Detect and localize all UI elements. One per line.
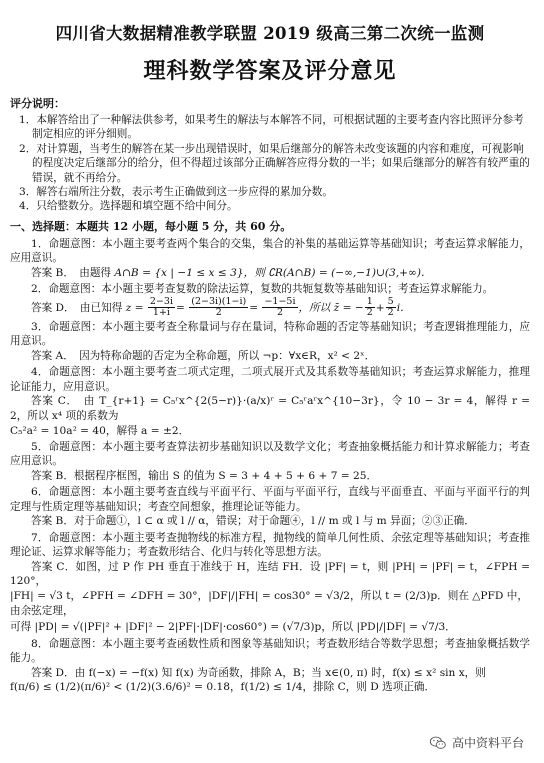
q1-intent: 1．命题意图：本小题主要考查两个集合的交集，集合的补集的基础运算等基础知识；考查运算求解能力，应用意识。 [10,237,530,265]
q8-answer-line-1: 答案 D．由 f(−x) = −f(x) 知 f(x) 为奇函数，排除 A，B；当 x∈(0, π) 时，f(x) ≤ x² sin x，则 [31,666,486,679]
q3-answer: 答案 A． 因为特称命题的否定为全称命题，所以 ¬p：∀x∈R，x² < 2ˣ． [31,350,376,363]
q7-answer-line-2: |FH| = √3 t，∠PFH = ∠DFH = 30°，|DF|/|FH| = cos30° = √3/2，所以 t = (2/3)p．则在 △PFD 中，由余弦定理， [10,589,528,618]
q3-intent: 3．命题意图：本小题主要考查全称量词与存在量词，特称命题的否定等基础知识；考查逻辑推理能力，应用意识。 [10,320,530,348]
q2-frac-3: $\frac{-1-5i}{2}$ [264,295,296,319]
q7-answer-line-1: 答案 C．如图，过 P 作 PH 垂直于准线于 H，连结 FH．设 |PF| = t，则 |PH| = |PF| = t，∠FPH = 120°， [10,560,530,588]
wechat-icon [429,736,447,750]
q6-answer: 答案 B．对于命题①，l ⊂ α 或 l // α，错误；对于命题④，l // m 或 l 与 m 异面；②③正确． [31,515,475,528]
section-heading: 一、选择题：本题共 12 小题，每小题 5 分，共 60 分。 [10,219,292,233]
q2-frac-2: $\frac{(2-3i)(1-i)}{2}$ [191,295,247,319]
q2-frac-1: $\frac{2-3i}{1+i}$ [149,295,173,319]
scoring-note-4: 4．只给整数分。选择题和填空题不给中间分。 [19,200,238,213]
q6-intent: 6．命题意图：本小题主要考查直线与平面平行、平面与平面平行，直线与平面垂直、平面与平面平行的判定理与性质定理等基础知识；考查空间想象，推理论证等能力。 [10,486,530,513]
q5-intent: 5．命题意图：本小题主要考查算法初步基础知识以及数学文化；考查抽象概括能力和计算求解能力；考查应用意识。 [10,440,530,468]
q1-answer-prefix: 答案 B． 由题得 [31,267,115,280]
document-subtitle: 理科数学答案及评分意见 [143,58,397,84]
scoring-note-3: 3．解答右端所注分数，表示考生正确做到这一步应得的累加分数。 [19,186,333,199]
q2-frac-4: $\frac{1}{2}$ [366,295,373,319]
q2-answer-prefix: 答案 D． 由已知得 [31,301,126,314]
watermark [425,732,528,753]
watermark-text: 高中资料平台 [451,736,524,750]
document-title: 四川省大数据精准教学联盟 2019 级高三第二次统一监测 [55,24,485,43]
q5-answer: 答案 B．根据程序框图，输出 S 的值为 S = 3 + 4 + 5 + 6 + 7 = 25． [31,469,378,482]
scoring-note-2: 2．对计算题，当考生的解答在某一步出现错误时，如果后继部分的解答未改变该题的内容和难度，可视影响的程度决定后继部分的给分，但不得超过该部分正确解答应得分数的一半；如果后继部分的解答有较严重的错误，就不再给分。 [19,142,530,184]
q2-answer-mid: ，所以 z̄ = − [298,301,364,314]
q8-intent: 8．命题意图：本小题主要考查函数性质和图象等基础知识；考查数形结合等数学思想；考查抽象概括数学能力。 [10,637,530,665]
q2-intent: 2．命题意图：本小题主要考查复数的除法运算，复数的共轭复数等基础知识；考查运算求解能力。 [31,283,494,296]
q7-intent: 7．命题意图：本小题主要考查抛物线的标准方程，抛物线的简单几何性质、余弦定理等基础知识；考查推理论证、运算求解等能力；考查数形结合、化归与转化等思想方法。 [10,531,530,559]
q1-answer [10,266,530,281]
q2-answer: 答案 D． 由已知得 z = $\frac{2-3i}{1+i}$ = $\frac{(2-3i)(1-i)}{2}$ = $\frac{-1-5i}{2}$ ，所以 z̄ = − $\frac{1}{2}$ + $\frac{5}{2}$ i． [31,295,411,319]
q4-intent: 4．命题意图：本小题主要考查二项式定理，二项式展开式及其系数等基础知识；考查运算求解能力，推理论证能力，应用意识。 [10,366,530,393]
q8-answer-line-2: f(π/6) ≤ (1/2)(π/6)² < (1/2)(3.6/6)² = 0.18，f(1/2) ≤ 1/4，排除 C，则 D 选项正确． [10,681,436,694]
q7-answer-line-3: 可得 |PD| = √(|PF|² + |DF|² − 2|PF|·|DF|·cos60°) = (√7/3)p，所以 |PD|/|DF| = √7/3． [10,621,456,634]
scoring-note-1: 1．本解答给出了一种解法供参考，如果考生的解法与本解答不同，可根据试题的主要考查内容比照评分参考制定相应的评分细则。 [19,114,524,141]
q4-answer-line-1: 答案 C． 由 T_{r+1} = C₅ʳx^{2(5−r)}·(a/x)ʳ = C₅ʳaʳx^{10−3r}，令 10 − 3r = 4，解得 r = 2，所以 x⁴ 项的系数为 [10,395,530,422]
q2-frac-5: $\frac{5}{2}$ [387,295,394,319]
scoring-notes-heading: 评分说明： [10,97,65,110]
q1-answer-expr: A∩B = {x | −1 ≤ x ≤ 3}，则 ∁R(A∩B) = (−∞,−1)∪(3,+∞)． [114,267,432,280]
q4-answer-line-2: C₅²a² = 10a² = 40，解得 a = ±2． [10,424,190,437]
